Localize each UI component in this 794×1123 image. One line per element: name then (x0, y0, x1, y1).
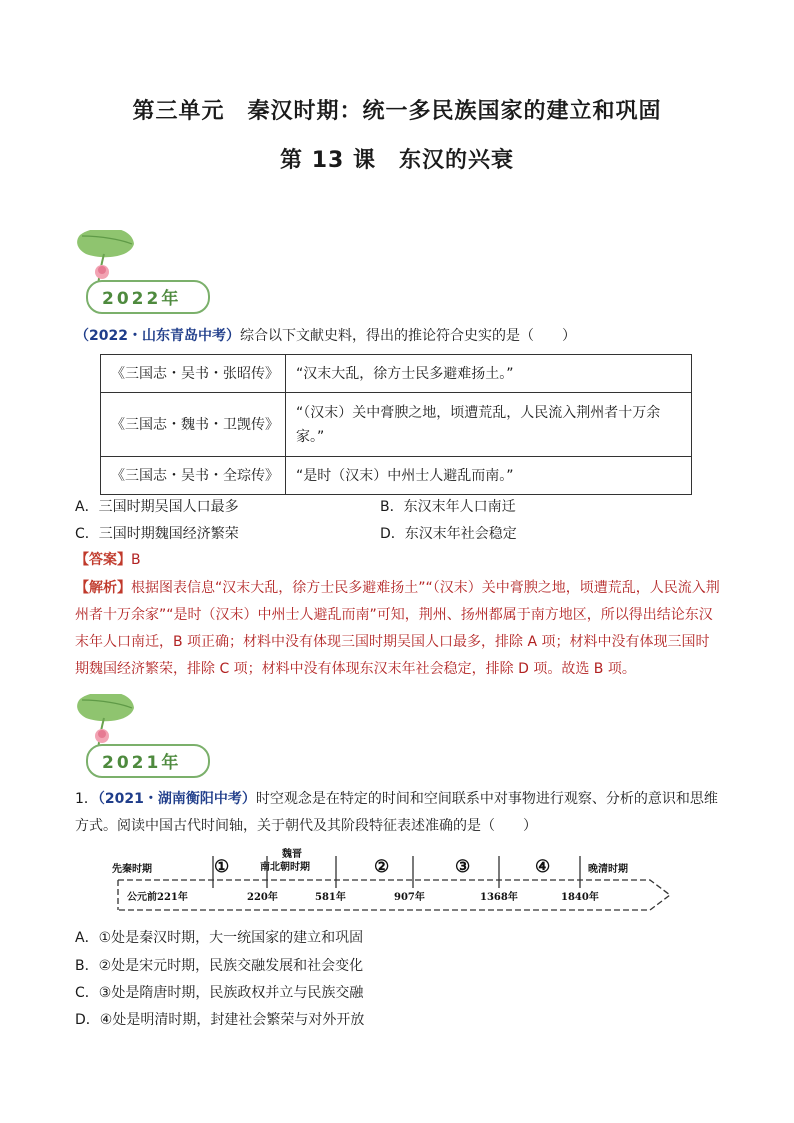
timeline (110, 842, 680, 918)
unit-title: 第三单元 秦汉时期：统一多民族国家的建立和巩固 (132, 99, 662, 124)
table-row (101, 355, 692, 393)
timeline-period: ④ (535, 857, 551, 877)
timeline-period: ③ (455, 857, 471, 877)
timeline-date: 907年 (394, 892, 425, 903)
question-stem: 1．（2021・湖南衡阳中考）时空观念是在特定的时间和空间联系中对事物进行观察、分析的意识和思维方式。阅读中国古代时间轴，关于朝代及其阶段特征表述准确的是（ ） (75, 791, 718, 834)
timeline-period: 南北朝时期 (260, 862, 310, 873)
option-b: B．②处是宋元时期，民族交融发展和社会变化 (75, 958, 364, 974)
timeline-date: 1368年 (480, 892, 518, 903)
option-c: C．三国时期魏国经济繁荣 (75, 526, 239, 542)
table-cell: “汉末大乱，徐方士民多避难扬土。” (286, 355, 692, 393)
timeline-date: 581年 (315, 892, 346, 903)
option-a: A．①处是秦汉时期，大一统国家的建立和巩固 (75, 930, 364, 946)
option-a: A．三国时期吴国人口最多 (75, 499, 239, 515)
option-d: D．④处是明清时期，封建社会繁荣与对外开放 (75, 1012, 365, 1028)
source-table (100, 354, 692, 495)
table-row (101, 457, 692, 495)
timeline-date: 公元前221年 (127, 892, 188, 903)
timeline-date: 220年 (247, 892, 278, 903)
table-cell: 《三国志・吴书・全琮传》 (101, 457, 286, 495)
year-label: 2022年 (102, 289, 182, 309)
timeline-date: 1840年 (561, 892, 599, 903)
timeline-period: ① (214, 857, 230, 877)
answer-line: 【答案】B (75, 552, 141, 568)
table-cell: 《三国志・吴书・张昭传》 (101, 355, 286, 393)
question-stem: （2022・山东青岛中考）综合以下文献史料，得出的推论符合史实的是（ ） (75, 328, 576, 344)
table-cell: 《三国志・魏书・卫觊传》 (101, 393, 286, 457)
answer-value: B (131, 552, 141, 568)
timeline-period: 晚清时期 (588, 864, 628, 875)
year-label: 2021年 (102, 753, 182, 773)
year-badge-2021 (72, 694, 222, 779)
analysis: 【解析】根据图表信息“汉末大乱，徐方士民多避难扬土”“（汉末）关中膏腴之地，顷遭荒乱，人民流入荆州者十万余家”“是时（汉末）中州士人避乱而南”可知，荆州、扬州都属于南方地区，所以得出结论东汉末年人口南迁，B 项正确；材料中没有体现三国时期吴国人口最多，排除 A 项；材料中没有体现三国时期魏国经济繁荣，排除 C 项；材料中没有体现东汉末年社会稳定，排除 D 项。故选 B 项。 (75, 580, 720, 677)
timeline-period: 魏晋 (282, 849, 302, 860)
option-c: C．③处是隋唐时期，民族政权并立与民族交融 (75, 985, 364, 1001)
question-number: 1． (75, 791, 98, 807)
option-d: D．东汉末年社会稳定 (380, 526, 517, 542)
table-cell: “是时（汉末）中州士人避乱而南。” (286, 457, 692, 495)
question-source: （2022・山东青岛中考） (75, 328, 240, 344)
table-row (101, 393, 692, 457)
table-cell: “（汉末）关中膏腴之地，顷遭荒乱，人民流入荆州者十万余家。” (286, 393, 692, 457)
question-source: （2021・湖南衡阳中考） (97, 791, 256, 807)
timeline-period: ② (374, 857, 390, 877)
lesson-title: 第 13 课 东汉的兴衰 (280, 148, 514, 173)
timeline-period: 先秦时期 (112, 864, 152, 875)
year-badge-2022 (72, 230, 222, 315)
option-b: B．东汉末年人口南迁 (380, 499, 516, 515)
